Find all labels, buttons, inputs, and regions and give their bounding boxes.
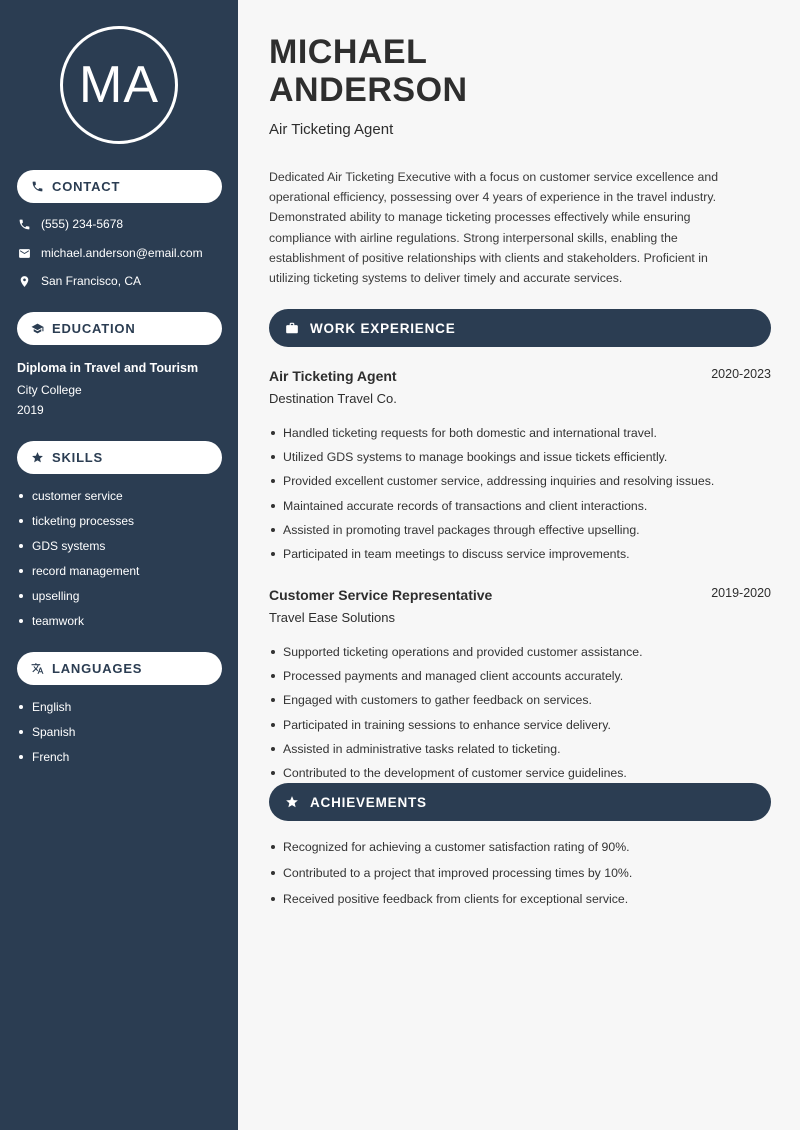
monogram-avatar: MA [60, 26, 178, 144]
achievement-item: Recognized for achieving a customer satisfaction rating of 90%. [269, 839, 774, 865]
email-icon [17, 246, 31, 260]
job-dates: 2020-2023 [711, 367, 771, 381]
job-bullet: Processed payments and managed client accounts accurately. [269, 668, 774, 692]
job-dates: 2019-2020 [711, 586, 771, 600]
education-school: City College [17, 383, 82, 397]
profile-summary: Dedicated Air Ticketing Executive with a focus on customer service excellence and operational efficiency, possessing over 4 years of experience in the travel industry. Demonstrated ability to manage ticketing processes effectively while ensuring compliance with airline regulations. Strong interpersonal skills, enabling the establishment of positive relationships with clients and stakeholders. Proficient in utilizing ticketing systems to deliver timely and accurate services. [269, 170, 719, 286]
languages-title: LANGUAGES [52, 661, 143, 676]
job-company: Destination Travel Co. [269, 391, 397, 406]
email-text[interactable]: michael.anderson@email.com [41, 246, 203, 260]
contact-section-header [17, 170, 222, 203]
achievements-list [269, 839, 774, 917]
language-item: French [17, 749, 75, 774]
language-item: Spanish [17, 724, 75, 749]
education-year: 2019 [17, 403, 44, 417]
location-pin-icon [17, 274, 31, 288]
star-icon [31, 451, 44, 464]
job-bullets [269, 644, 774, 789]
language-item: English [17, 699, 75, 724]
job-bullet: Provided excellent customer service, addressing inquiries and resolving issues. [269, 473, 774, 497]
location-text: San Francisco, CA [41, 274, 142, 288]
phone-text[interactable]: (555) 234-5678 [41, 217, 124, 231]
briefcase-icon [285, 321, 299, 335]
phone-icon [31, 180, 44, 193]
job-title: Air Ticketing Agent [269, 368, 397, 384]
first-name: MICHAEL [269, 33, 428, 71]
achievement-item: Received positive feedback from clients for exceptional service. [269, 891, 774, 917]
contact-email [17, 246, 203, 260]
skill-item: record management [17, 563, 139, 588]
main-content [238, 0, 800, 1130]
job-bullet: Participated in team meetings to discuss service improvements. [269, 546, 774, 570]
last-name: ANDERSON [269, 71, 468, 109]
work-experience-title: WORK EXPERIENCE [310, 320, 456, 336]
education-title: EDUCATION [52, 321, 136, 336]
job-company: Travel Ease Solutions [269, 610, 395, 625]
languages-list [17, 699, 75, 774]
job-bullet: Assisted in promoting travel packages through effective upselling. [269, 522, 774, 546]
candidate-name [269, 33, 468, 109]
job-bullet: Contributed to the development of customer service guidelines. [269, 765, 774, 789]
star-icon [285, 795, 299, 809]
job-bullet: Maintained accurate records of transactions and client interactions. [269, 498, 774, 522]
skills-section-header [17, 441, 222, 474]
job-role: Air Ticketing Agent [269, 121, 394, 138]
job-bullet: Assisted in administrative tasks related to ticketing. [269, 741, 774, 765]
achievement-item: Contributed to a project that improved processing times by 10%. [269, 865, 774, 891]
contact-phone [17, 217, 123, 231]
education-section-header [17, 312, 222, 345]
graduation-cap-icon [31, 322, 44, 335]
skill-item: customer service [17, 488, 139, 513]
skill-item: ticketing processes [17, 513, 139, 538]
phone-icon [17, 217, 31, 231]
job-bullet: Handled ticketing requests for both domestic and international travel. [269, 425, 774, 449]
skills-title: SKILLS [52, 450, 104, 465]
work-experience-section-header [269, 309, 771, 347]
languages-section-header [17, 652, 222, 685]
job-bullets [269, 425, 774, 570]
job-bullet: Utilized GDS systems to manage bookings and issue tickets efficiently. [269, 449, 774, 473]
skill-item: GDS systems [17, 538, 139, 563]
translate-icon [31, 662, 44, 675]
achievements-section-header [269, 783, 771, 821]
skills-list [17, 488, 139, 638]
achievements-title: ACHIEVEMENTS [310, 794, 427, 810]
skill-item: upselling [17, 588, 139, 613]
job-bullet: Engaged with customers to gather feedback on services. [269, 692, 774, 716]
contact-location [17, 274, 141, 288]
contact-title: CONTACT [52, 179, 121, 194]
job-bullet: Participated in training sessions to enhance service delivery. [269, 717, 774, 741]
education-degree: Diploma in Travel and Tourism [17, 361, 199, 375]
job-bullet: Supported ticketing operations and provided customer assistance. [269, 644, 774, 668]
sidebar [0, 0, 238, 1130]
skill-item: teamwork [17, 613, 139, 638]
job-title: Customer Service Representative [269, 587, 493, 603]
